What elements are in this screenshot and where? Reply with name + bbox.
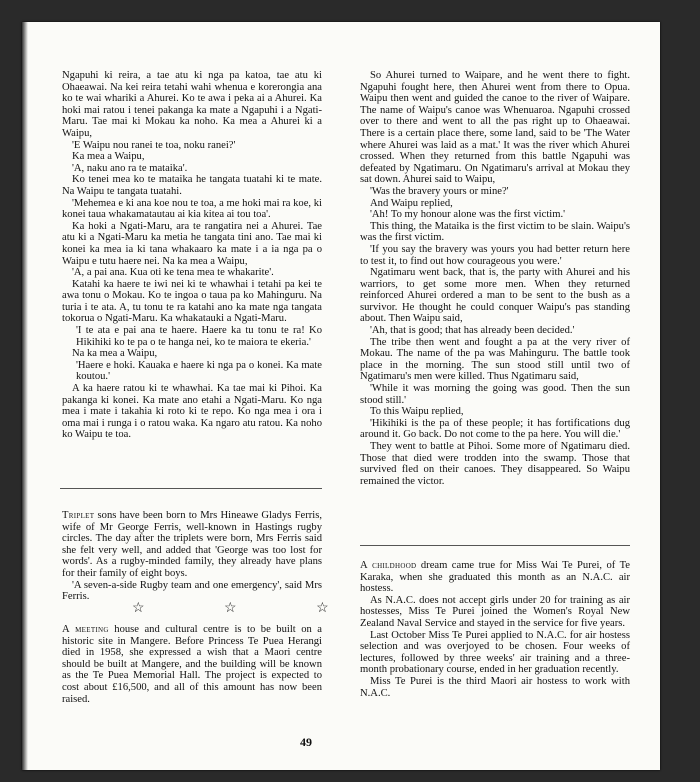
- paragraph: 'Was the bravery yours or mine?': [370, 185, 509, 197]
- english-text-column: [360, 70, 630, 487]
- paragraph: 'While it was morning the going was good. Then the sun stood still.': [360, 383, 630, 406]
- hostess-paragraph: Last October Miss Te Purei applied to N.A.C. for air hostess selection and was overjoyed to be chosen. Four weeks of lectures, followed by three weeks' air training and a three-month probationary course, ended in her graduation recently.: [360, 629, 630, 676]
- meeting-lead: A meeting: [62, 624, 109, 635]
- paragraph: Ngapuhi ki reira, a tae atu ki nga pa katoa, tae atu ki Ohaeawai. Na kei reira tetahi wahi whenua e korerongia ana ko te wai whariki a Ahurei. Ko te awa i peka ai a Ahurei. Ka hoki mai ratou i tenei pakanga ka mate a Ngapuhi i a Ngati-Maru. Tae mai ki Mokau ka noho. Ka mea a Ahurei ki a Waipu,: [62, 70, 322, 139]
- paragraph: 'Haere e hoki. Kauaka e haere ki nga pa o konei. Ka mate koutou.': [76, 359, 322, 383]
- section-divider: [60, 488, 322, 489]
- paragraph: A ka haere ratou ki te whawhai. Ka tae mai ki Pihoi. Ka pakanga ki konei. Ka mate ano etahi a Ngati-Maru. Ko nga mea i mate i takahia ki roto ki te repo. Ko nga mea i ora i oma mai i runga i o ratou waka. Ka ngaro atu ratou. Ka noho ko Waipu te toa.: [62, 383, 322, 441]
- section-divider: [360, 545, 630, 546]
- paragraph: 'I te ata e pai ana te haere. Haere ka tu tonu te ra! Ko Hikihiki ko te pa o te hanga nei, ko te maiora te ekeria.': [76, 325, 322, 348]
- paragraph: 'Mehemea e ki ana koe nou te toa, a me hoki mai ra koe, ki konei taua whakamatautau ai kia kitea ai tou toa'.: [62, 197, 322, 221]
- air-hostess-news-item: [360, 560, 630, 699]
- paragraph: So Ahurei turned to Waipare, and he went there to fight. Ngapuhi fought here, then Ahurei went from there to Opua. Waipu then went and guided the canoe to the river of Waipare. The name of Waipu's canoe was Whenuaroa. Ngapuhi crossed over to there and went to all the pas right up to Ohaeawai. There is a certain place there, some land, said to be 'The Water where Ahurei was laid as a mat.' It was the river which Ahurei crossed. When they returned from this battle Ngapuhi was defeated by Ngatimaru. On Ngatimaru's arrival at Mokau they sat down. Ahurei said to Waipu,: [360, 70, 630, 186]
- triplets-body: sons have been born to Mrs Hineawe Gladys Ferris, wife of Mr George Ferris, well-known in Hastings rugby circles. The day after the triplets were born, Mrs Ferris said she felt very well, and added that 'George was too lost for words'. As a rugby-minded family, they already have plans for their family of eight boys.: [62, 510, 322, 579]
- triplets-quote: 'A seven-a-side Rugby team and one emergency', said Mrs Ferris.: [62, 579, 322, 603]
- paragraph: To this Waipu replied,: [370, 406, 464, 418]
- paragraph: 'A, naku ano ra te mataika'.: [72, 162, 188, 174]
- paragraph: 'Ah, that is good; that has already been decided.': [370, 325, 575, 337]
- triplets-news-item: [62, 510, 322, 603]
- paragraph: Na ka mea a Waipu,: [72, 348, 158, 360]
- paragraph: This thing, the Mataika is the first victim to be slain. Waipu's was the first victim.: [360, 220, 630, 244]
- hostess-paragraph: As N.A.C. does not accept girls under 20 for training as air hostesses, Miss Te Purei joined the Women's Royal New Zealand Naval Service and stayed in the service for five years.: [360, 594, 630, 629]
- paragraph: 'E Waipu nou ranei te toa, noku ranei?': [72, 139, 236, 151]
- paragraph: Ka mea a Waipu,: [72, 151, 145, 163]
- paragraph: Ka hoki a Ngati-Maru, ara te rangatira nei a Ahurei. Tae atu ki a Ngati-Maru ka metia he tangata tini ano. Tae mai ki konei ka mea ia ki tana whakaaro ka mate i a ia nga pa o Waipu e tutu haere nei. Na ka mea a Waipu,: [62, 220, 322, 267]
- paragraph: They went to battle at Pihoi. Some more of Ngatimaru died. Those that died were trodden into the swamp. Those that survived fled on their canoes. They disappeared. So Waipu remained the victor.: [360, 441, 630, 487]
- triplets-lead: Triplet: [62, 510, 95, 521]
- paragraph: 'A, a pai ana. Kua oti ke tena mea te whakarite'.: [72, 267, 274, 279]
- hostess-paragraph: Miss Te Purei is the third Maori air hostess to work with N.A.C.: [360, 675, 630, 699]
- page-gutter-shadow: [22, 22, 28, 770]
- hostess-body: dream came true for Miss Wai Te Purei, of Te Karaka, when she graduated this month as an N.A.C. air hostess.: [360, 560, 630, 595]
- hostess-lead: A childhood: [360, 560, 417, 571]
- paragraph: Ngatimaru went back, that is, the party with Ahurei and his warriors, to get some more men. When they returned reinforced Ahurei ordered a man to be sent to the bush as a survivor. He thought he could conquer Waipu's pas standing about. Then Waipu said,: [360, 267, 630, 325]
- paragraph: 'Hikihiki is the pa of these people; it has fortifications dug around it. Go back. Do not come to the pa here. You will die.': [360, 417, 630, 441]
- paragraph: Ko tenei mea ko te mataika he tangata tuatahi ki te mate. Na Waipu te tangata tuatahi.: [62, 174, 322, 197]
- meeting-house-news-item: [62, 624, 322, 705]
- paragraph: 'Ah! To my honour alone was the first victim.': [370, 209, 566, 221]
- paragraph: Katahi ka haere te iwi nei ki te whawhai i tetahi pa kei te awa tonu o Mokau. Ko te ingoa o taua pa ko Mahinguru. Na turia i te ata. A, tu tonu te ra katahi ano ka mate nga tangata tokorua o Ngati-Maru. Ka whakatauki a Ngati-Maru.: [62, 278, 322, 325]
- paragraph: And Waipu replied,: [370, 197, 453, 209]
- meeting-body: house and cultural centre is to be built on a historic site in Mangere. Before Princess Te Puea Herangi died in 1958, she expressed a wish that a Maori centre should be built at Mangere, and the building will be known as the Te Puea Memorial Hall. The project is expected to cost about £16,500, and all of this amount has now been raised.: [62, 624, 322, 705]
- paragraph: 'If you say the bravery was yours you had better return here to test it, to find out how courageous you were.': [360, 243, 630, 267]
- paragraph: The tribe then went and fought a pa at the very river of Mokau. The name of the pa was Mahinguru. The battle took place in the morning. The sun stood still until two of Ngatimaru's men were killed. Thus Ngatimaru said,: [360, 336, 630, 383]
- star-separator: ☆ ☆ ☆: [132, 601, 367, 616]
- maori-text-column: [62, 70, 322, 441]
- page-number: 49: [300, 735, 312, 749]
